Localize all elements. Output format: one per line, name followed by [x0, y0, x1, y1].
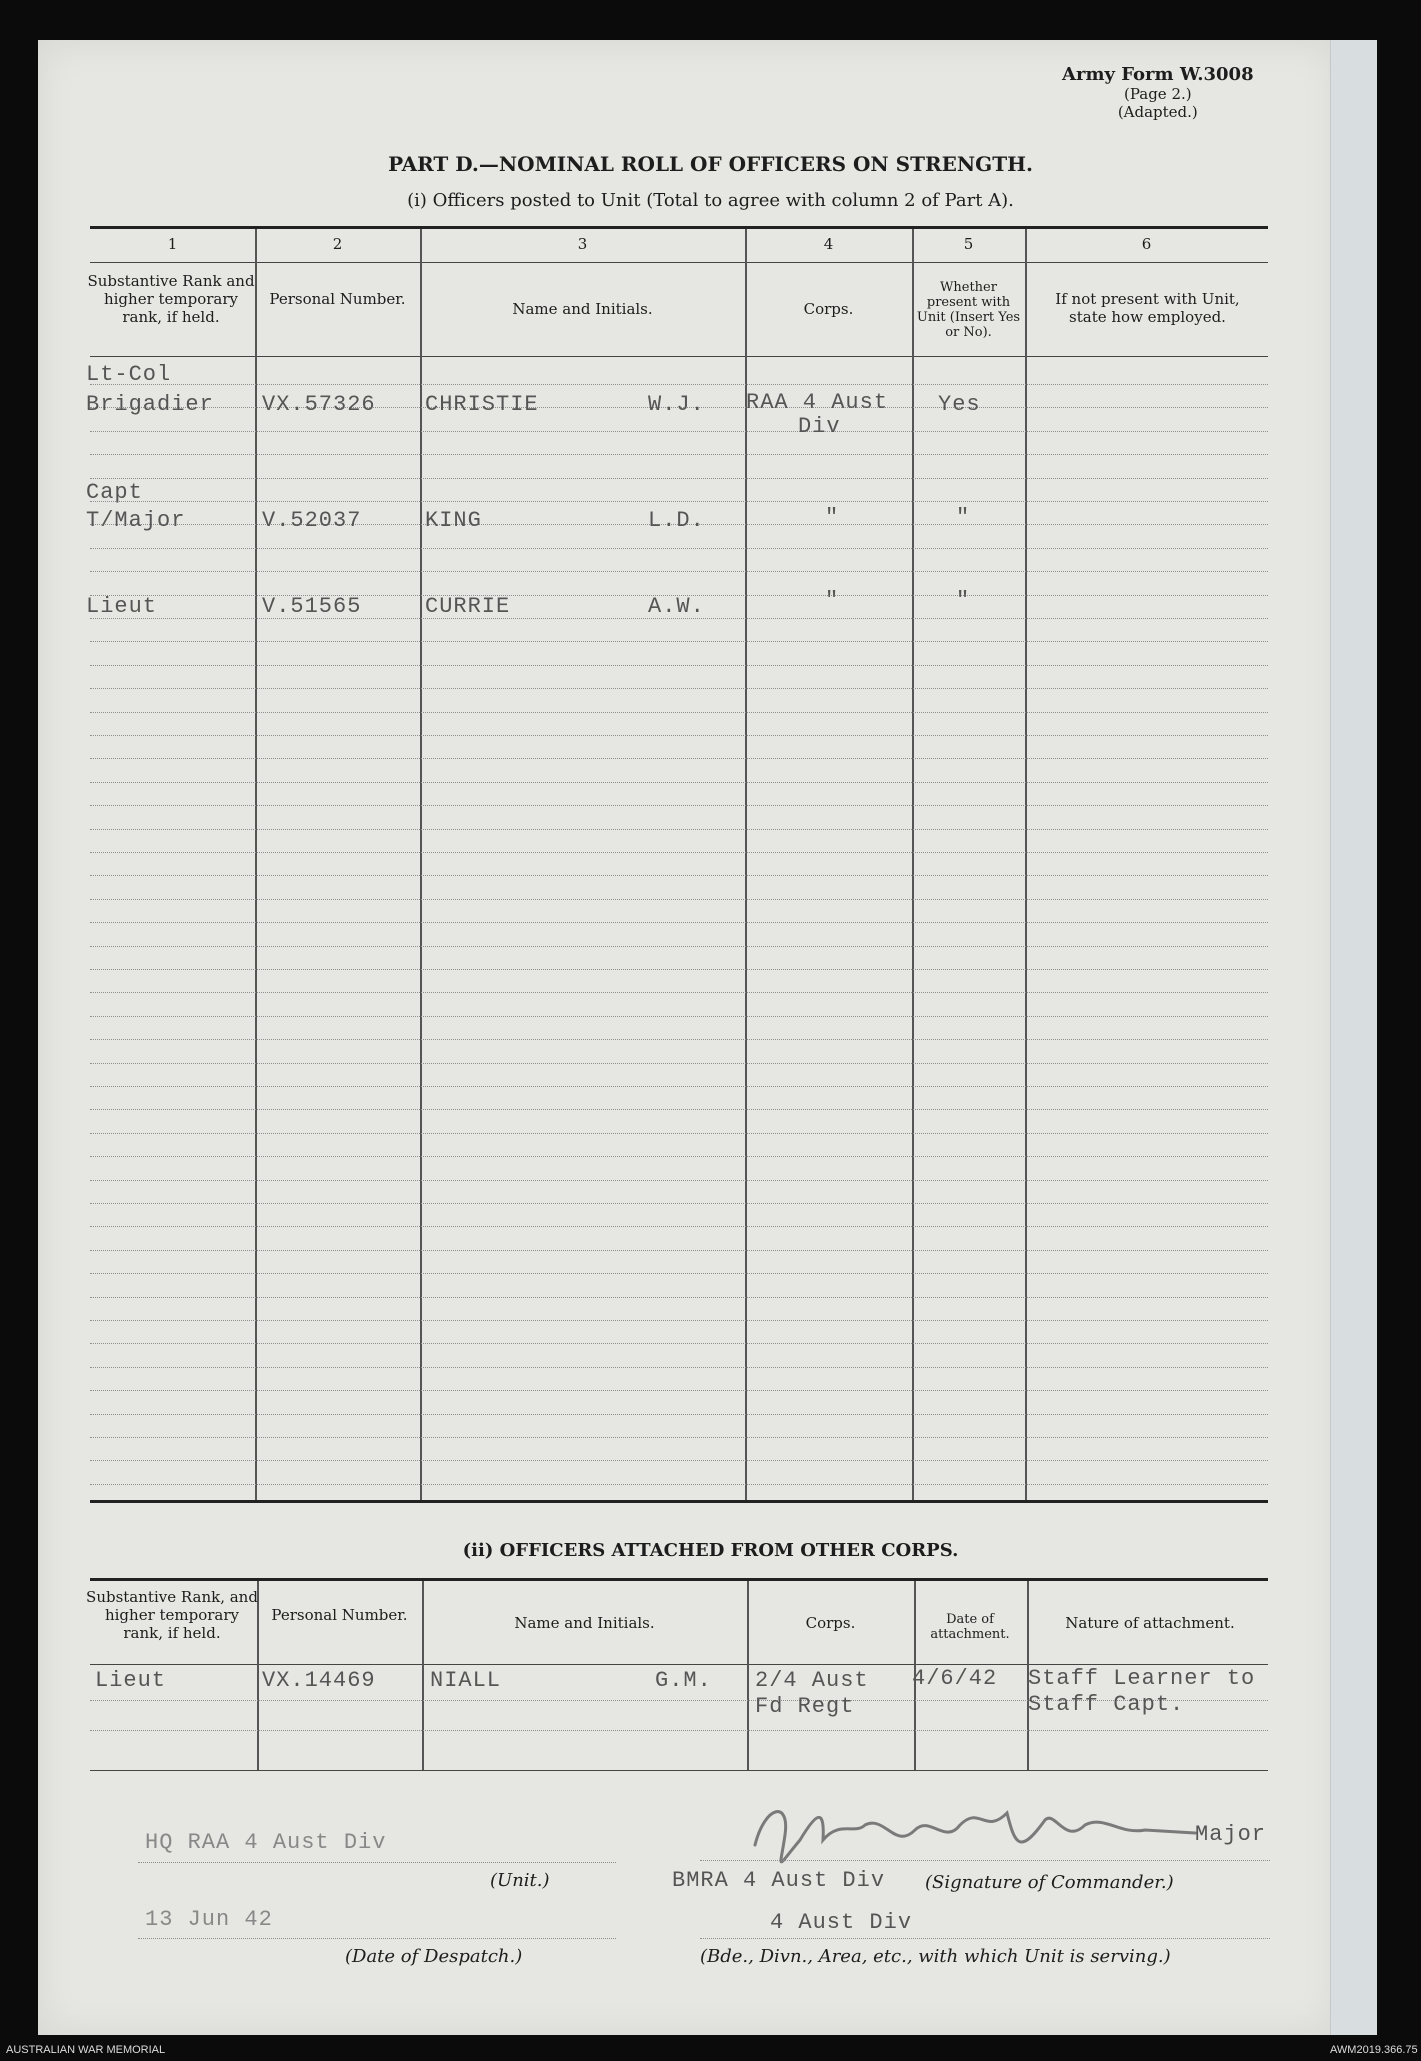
ii-header-date: Date of attachment.	[930, 1612, 1010, 1642]
row1-number: VX.57326	[262, 392, 376, 417]
col-divider-2	[420, 229, 422, 1500]
row1-initials: W.J.	[648, 392, 705, 417]
serving-line	[700, 1938, 1270, 1939]
row3-rank: Lieut	[86, 594, 158, 619]
signature-line	[700, 1860, 1270, 1861]
ruled-line	[90, 875, 1268, 876]
unit-label: (Unit.)	[490, 1870, 550, 1891]
form-title: Army Form W.3008	[1062, 64, 1254, 85]
ruled-line	[90, 1086, 1268, 1087]
table-top-rule	[90, 226, 1268, 229]
row1-name: CHRISTIE	[425, 392, 539, 417]
row2-rank-previous: Capt	[86, 480, 143, 505]
ii-header-rank: Substantive Rank, and higher temporary rank, if held.	[86, 1588, 258, 1642]
header-personal-number: Personal Number.	[269, 290, 406, 308]
ruled-line	[90, 1320, 1268, 1321]
ruled-line	[90, 1414, 1268, 1415]
signature-label: (Signature of Commander.)	[925, 1872, 1174, 1893]
ruled-line	[90, 1273, 1268, 1274]
ruled-line	[90, 1133, 1268, 1134]
ruled-line	[90, 1297, 1268, 1298]
form-identifier	[1062, 64, 1254, 121]
ii-row-nature-line2: Staff Capt.	[1028, 1692, 1185, 1717]
ruled-line	[90, 1203, 1268, 1204]
ruled-line	[90, 1063, 1268, 1064]
row2-present: "	[956, 505, 971, 530]
ii-col-divider-3	[747, 1581, 749, 1770]
ruled-line	[90, 1250, 1268, 1251]
part-ii-title: (ii) OFFICERS ATTACHED FROM OTHER CORPS.	[462, 1540, 959, 1561]
ruled-line	[90, 501, 1268, 502]
ruled-line	[90, 735, 1268, 736]
commander-signature	[745, 1795, 1215, 1875]
row1-rank-previous: Lt-Col	[86, 362, 172, 387]
ruled-line	[90, 969, 1268, 970]
row2-initials: L.D.	[648, 508, 705, 533]
ii-row-corps-line2: Fd Regt	[755, 1694, 855, 1719]
ruled-line	[90, 1460, 1268, 1461]
serving-value: 4 Aust Div	[770, 1910, 913, 1935]
form-page: (Page 2.)	[1123, 85, 1192, 103]
ii-row-corps: 2/4 Aust	[755, 1668, 869, 1693]
document-page	[38, 40, 1338, 2035]
unit-line	[138, 1862, 616, 1863]
row3-present: "	[956, 588, 971, 613]
ruled-line	[90, 712, 1268, 713]
part-d-title: PART D.—NOMINAL ROLL OF OFFICERS ON STRENGTH.	[388, 152, 1033, 176]
unit-value: HQ RAA 4 Aust Div	[145, 1830, 387, 1855]
ruled-line	[90, 1039, 1268, 1040]
ruled-line	[90, 454, 1268, 455]
ruled-line	[90, 1367, 1268, 1368]
page-edge	[1330, 40, 1377, 2035]
ruled-line	[90, 1343, 1268, 1344]
ruled-line	[90, 992, 1268, 993]
part-ii-top-rule	[90, 1578, 1268, 1581]
col-divider-3	[745, 229, 747, 1500]
colnum-divider	[90, 262, 1268, 263]
row3-initials: A.W.	[648, 594, 705, 619]
row2-name: KING	[425, 508, 482, 533]
row3-number: V.51565	[262, 594, 362, 619]
ruled-line	[90, 548, 1268, 549]
ruled-line	[90, 431, 1268, 432]
table-bottom-rule	[90, 1500, 1268, 1503]
row3-corps: "	[825, 588, 840, 613]
ruled-line	[90, 922, 1268, 923]
ii-row-nature: Staff Learner to	[1028, 1666, 1256, 1691]
row2-number: V.52037	[262, 508, 362, 533]
colnum-3: 3	[577, 235, 588, 253]
ii-ruling-2	[90, 1730, 1268, 1731]
colnum-1: 1	[167, 235, 178, 253]
ruled-line	[90, 665, 1268, 666]
row1-corps-line2: Div	[798, 414, 841, 439]
ruled-line	[90, 899, 1268, 900]
ruled-line	[90, 829, 1268, 830]
ruled-line	[90, 1016, 1268, 1017]
ruled-line	[90, 384, 1268, 385]
ruled-line	[90, 1180, 1268, 1181]
ii-header-personal-number: Personal Number.	[271, 1606, 408, 1624]
ruled-line	[90, 946, 1268, 947]
part-d-subtitle: (i) Officers posted to Unit (Total to agree with column 2 of Part A).	[407, 190, 1014, 211]
ruled-line	[90, 1484, 1268, 1485]
ii-header-nature: Nature of attachment.	[1065, 1614, 1235, 1632]
row1-present: Yes	[938, 392, 981, 417]
ii-col-divider-2	[422, 1581, 424, 1770]
serving-label: (Bde., Divn., Area, etc., with which Unit is serving.)	[700, 1946, 1171, 1967]
ruled-line	[90, 688, 1268, 689]
form-adapted: (Adapted.)	[1117, 103, 1198, 121]
date-line	[138, 1938, 616, 1939]
ruled-line	[90, 782, 1268, 783]
header-corps: Corps.	[803, 300, 854, 318]
ruled-line	[90, 1156, 1268, 1157]
signature-title: BMRA 4 Aust Div	[672, 1868, 886, 1893]
header-present: Whether present with Unit (Insert Yes or No).	[916, 280, 1021, 340]
ruled-line	[90, 478, 1268, 479]
date-label: (Date of Despatch.)	[345, 1946, 523, 1967]
ruled-line	[90, 571, 1268, 572]
ruled-line	[90, 1437, 1268, 1438]
row3-name: CURRIE	[425, 594, 511, 619]
ii-header-corps: Corps.	[805, 1614, 856, 1632]
ruled-line	[90, 852, 1268, 853]
ii-row-name: NIALL	[430, 1668, 502, 1693]
part-ii-bottom-rule	[90, 1770, 1268, 1771]
colnum-4: 4	[823, 235, 834, 253]
ruled-line	[90, 805, 1268, 806]
ruled-line	[90, 1226, 1268, 1227]
credit-right: AWM2019.366.75	[1330, 2044, 1418, 2056]
row1-corps: RAA 4 Aust	[746, 390, 889, 415]
ruled-line	[90, 1109, 1268, 1110]
col-divider-5	[1025, 229, 1027, 1500]
row2-corps: "	[825, 505, 840, 530]
ruled-line	[90, 641, 1268, 642]
row1-rank: Brigadier	[86, 392, 214, 417]
credit-left: AUSTRALIAN WAR MEMORIAL	[6, 2044, 166, 2056]
ii-row-initials: G.M.	[655, 1668, 712, 1693]
part-ii-header-divider	[90, 1664, 1268, 1665]
signature-rank: Major	[1195, 1822, 1267, 1847]
ii-row-rank: Lieut	[95, 1668, 167, 1693]
col-divider-1	[255, 229, 257, 1500]
colnum-5: 5	[963, 235, 974, 253]
colnum-2: 2	[332, 235, 343, 253]
header-divider	[90, 356, 1268, 357]
row2-rank: T/Major	[86, 508, 186, 533]
ruled-line	[90, 758, 1268, 759]
header-name: Name and Initials.	[512, 300, 653, 318]
ruled-line	[90, 1390, 1268, 1391]
ii-row-date: 4/6/42	[912, 1666, 998, 1691]
header-employment: If not present with Unit, state how employed.	[1055, 290, 1240, 326]
date-value: 13 Jun 42	[145, 1907, 273, 1932]
col-divider-4	[912, 229, 914, 1500]
ii-header-name: Name and Initials.	[514, 1614, 655, 1632]
ii-row-number: VX.14469	[262, 1668, 376, 1693]
header-rank: Substantive Rank and higher temporary rank, if held.	[87, 272, 255, 326]
colnum-6: 6	[1141, 235, 1152, 253]
